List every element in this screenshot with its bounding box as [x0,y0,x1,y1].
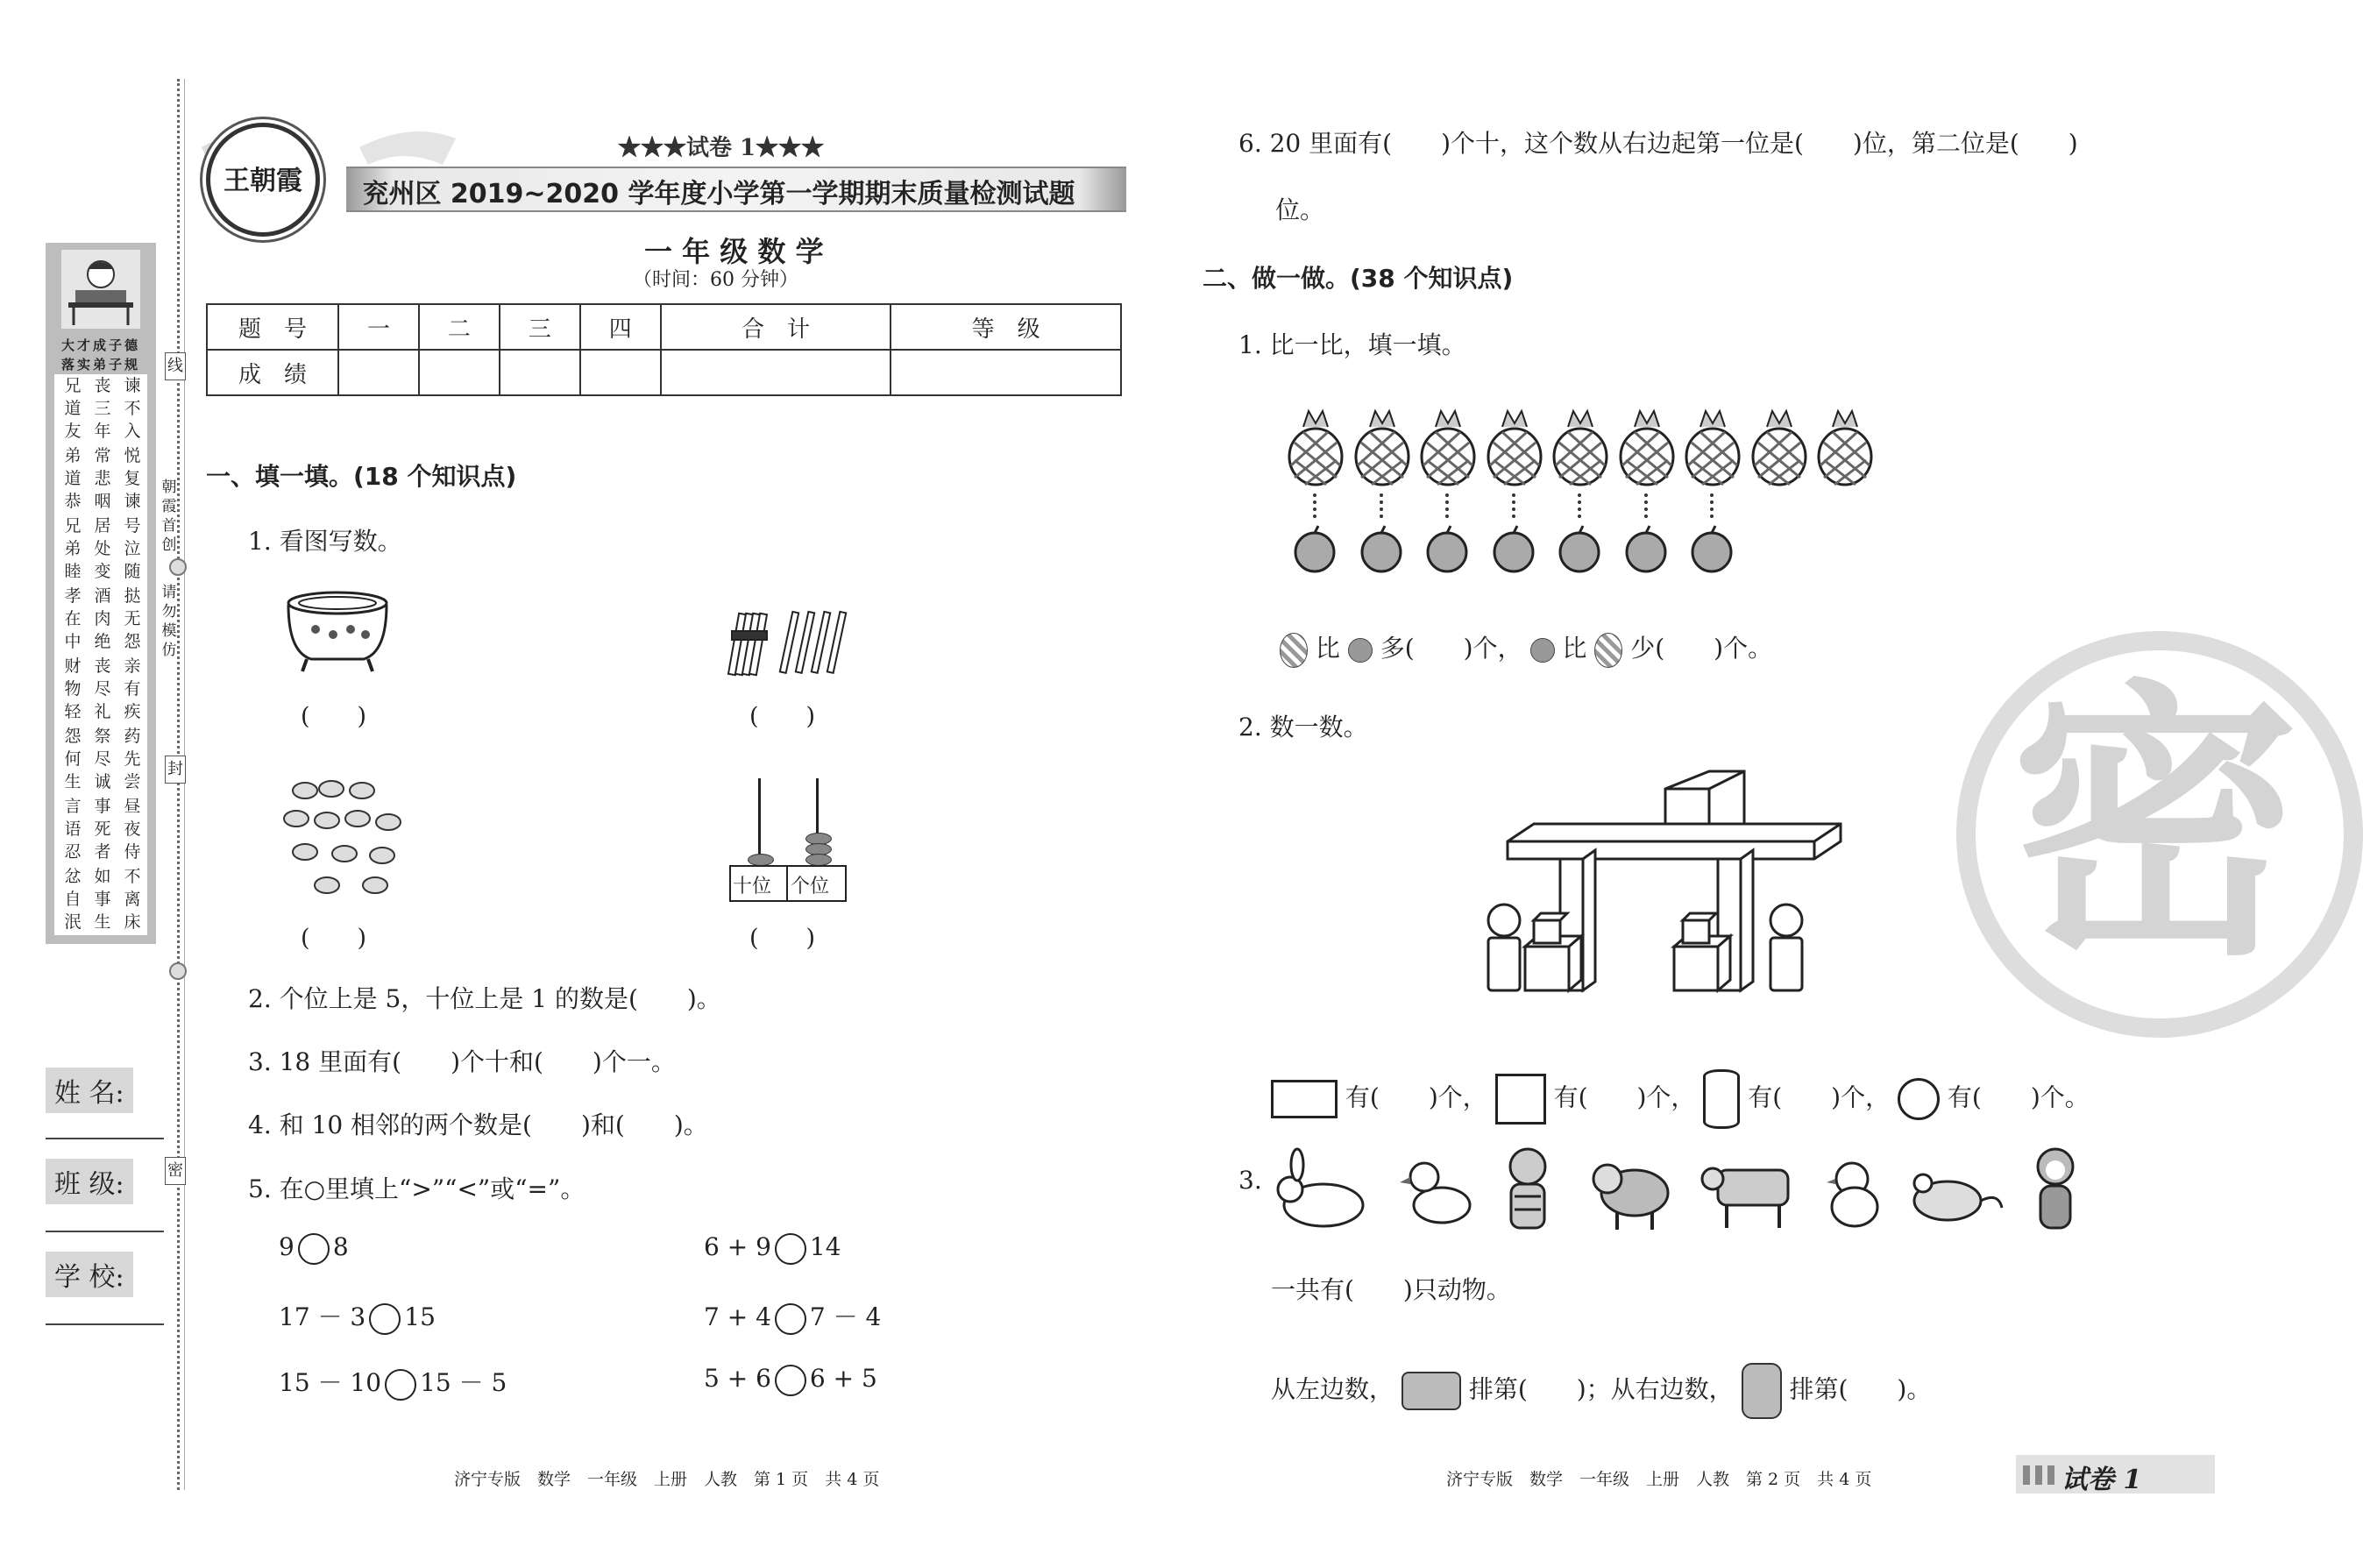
apple-icon [1290,524,1339,573]
compare-item-3 [279,1298,436,1335]
motto-column: 药先尝 [124,727,141,791]
motto-column: 兄道友 [64,376,82,441]
rabbit-icon [1271,1153,1372,1231]
compare-left: 6 + 9 [704,1232,771,1261]
footer-tag: 试卷 1 [2061,1465,2142,1495]
cut-mark-line: 线 [165,352,186,380]
compare-item-1 [279,1232,349,1265]
footer-page2: 济宁专版 数学 一年级 上册 人教 第 2 页 共 4 页 [1446,1470,1872,1489]
motto-column: 悦复谏 [124,446,141,511]
dots-connector [1445,493,1449,518]
logo-text: 王朝霞 [224,166,302,196]
s2-q3-total: 一共有( )只动物。 [1271,1275,1511,1304]
binding-dotted-line [177,79,180,1490]
fill-text: 少( )个。 [1630,634,1773,663]
subject-title: 一 年 级 数 学 [644,235,824,268]
blocks-structure-image [1508,771,1858,1008]
q1b-answer-blank[interactable]: ( ) [749,703,816,730]
compare-circle-blank[interactable] [775,1365,806,1396]
bowl-image [285,589,390,677]
score-cell[interactable] [661,350,891,395]
score-header-cell: 一 [338,304,419,350]
compare-item-2 [704,1232,841,1265]
abacus-tens-label: 十位 [733,876,772,898]
q1d-answer-blank[interactable]: ( ) [749,925,816,952]
motto-column: 居处变 [94,516,111,581]
dots-connector [1644,493,1648,518]
monkey-icon [2025,1144,2086,1236]
compare-left: 9 [279,1232,294,1261]
duck-icon [1398,1153,1477,1231]
compare-right: 7 － 4 [809,1302,882,1331]
compare-item-4 [704,1298,881,1335]
sticks-image [723,605,855,684]
compare-circle-blank[interactable] [775,1303,806,1335]
compare-right: 8 [332,1232,349,1261]
rank-text: 从左边数， [1271,1374,1394,1404]
footer-page1: 济宁专版 数学 一年级 上册 人教 第 1 页 共 4 页 [454,1470,880,1489]
rank-text: 排第( )；从右边数， [1468,1374,1734,1404]
score-cell[interactable] [419,350,500,395]
motto-line-2: 落实弟子规 [60,357,140,372]
cube-icon [1495,1074,1546,1125]
sidebar-motto-box [46,243,156,944]
watermark-text: 密 [2011,657,2300,994]
sphere-icon [1898,1078,1940,1120]
apple-icon [1621,524,1671,573]
pineapple-icon [1749,408,1809,486]
score-header-cell: 合 计 [661,304,891,350]
score-cell[interactable] [338,350,419,395]
fill-text: 多( )个， [1380,634,1522,663]
seal-circle-1 [169,558,187,576]
q3-prompt: 3. 18 里面有( )个十和( )个一。 [248,1047,676,1076]
dots-connector [1512,493,1515,518]
pineapple-icon [1550,408,1610,486]
fill-text: 有( )个， [1345,1082,1487,1112]
cuboid-icon [1271,1080,1338,1118]
s2-q1-fill [1280,629,1772,668]
apple-icon [1555,524,1604,573]
chick-icon [1821,1154,1887,1231]
motto-column: 亲有疾 [124,656,141,721]
cut-mark-secret: 密 [165,1157,186,1185]
motto-column: 不离床 [124,867,141,932]
score-cell[interactable] [580,350,661,395]
abacus-ones-label: 个位 [791,876,830,898]
compare-left: 5 + 6 [704,1364,771,1393]
footer-tag-squares [2023,1465,2058,1485]
pineapple-icon [1286,408,1345,486]
bees-image [279,773,419,905]
dots-connector [1578,493,1581,518]
score-table-score-row [207,350,1121,395]
animals-row [1271,1144,2086,1240]
header-logo [206,123,320,237]
apple-small-icon [1348,638,1373,663]
motto-column: 怨何生 [64,727,82,791]
score-cell[interactable] [891,350,1121,395]
cylinder-icon [1703,1069,1740,1129]
pineapple-icon [1815,408,1875,486]
school-label: 学 校: [46,1252,133,1297]
abacus-image [729,778,845,901]
pineapple-icon [1617,408,1677,486]
pineapple-icon [1683,408,1742,486]
score-header-cell: 四 [580,304,661,350]
pineapple-icon [1485,408,1544,486]
score-table-header-row [207,304,1121,350]
score-header-cell: 等 级 [891,304,1121,350]
cut-mark-seal: 封 [165,756,186,784]
motto-column: 兄弟睦 [64,516,82,581]
motto-column: 言语忍 [64,797,82,862]
score-header-cell: 三 [500,304,580,350]
motto-column: 忿自泯 [64,867,82,932]
motto-column: 事死者 [94,797,111,862]
motto-column: 财物轻 [64,656,82,721]
dots-connector [1710,493,1714,518]
score-cell[interactable] [500,350,580,395]
secret-watermark [1956,631,2363,1038]
compare-right: 6 + 5 [809,1364,877,1393]
compare-item-5 [279,1364,507,1401]
score-header-cell: 题 号 [207,304,338,350]
warning-text-2: 请勿模仿 [161,584,177,659]
compare-right: 14 [809,1232,841,1261]
section2-title: 二、做一做。(38 个知识点) [1203,264,1514,293]
fill-text: 比 [1562,634,1587,663]
compare-item-6 [704,1364,877,1396]
pineapple-small-icon [1280,633,1308,668]
q2-prompt: 2. 个位上是 5，十位上是 1 的数是( )。 [248,984,721,1013]
rank-text: 排第( )。 [1789,1374,1932,1404]
score-header-cell: 二 [419,304,500,350]
apple-icon [1489,524,1538,573]
mouse-icon [1904,1166,2005,1227]
class-field[interactable] [46,1231,164,1232]
compare-circle-blank[interactable] [385,1369,416,1401]
cow-icon [1700,1153,1801,1231]
tiger-small-icon [1742,1363,1782,1419]
motto-column: 丧尽礼 [94,656,111,721]
score-table [206,303,1122,396]
compare-circle-blank[interactable] [369,1303,401,1335]
motto-line-1: 大才成子德 [60,337,140,353]
sheep-icon [1586,1151,1674,1234]
q1c-answer-blank[interactable]: ( ) [301,925,367,952]
motto-column: 如事生 [94,867,111,932]
apple-icon [1423,524,1472,573]
paper-badge: ★★★试卷 1★★★ [618,135,825,161]
fill-text: 比 [1315,634,1340,663]
q5-prompt: 5. 在○里填上“>”“<”或“=”。 [248,1174,585,1203]
compare-circle-blank[interactable] [775,1233,806,1265]
motto-column: 祭尽诚 [94,727,111,791]
compare-left: 17 － 3 [279,1302,366,1331]
cow-small-icon [1401,1372,1461,1410]
exam-title: 兖州区 2019~2020 学年度小学第一学期期末质量检测试题 [362,179,1075,209]
fill-text: 有( )个。 [1947,1082,2090,1112]
pineapple-icon [1418,408,1478,486]
motto-column: 丧三年 [94,376,111,441]
fill-text: 有( )个， [1748,1082,1891,1112]
s2-q1-prompt: 1. 比一比，填一填。 [1238,330,1466,359]
name-label: 姓 名: [46,1068,133,1113]
q1a-answer-blank[interactable]: ( ) [301,703,367,730]
compare-right: 15 [404,1302,436,1331]
q1-prompt: 1. 看图写数。 [248,527,402,556]
section1-title: 一、填一填。(18 个知识点) [206,462,517,491]
warning-text-1: 朝霞首创 [161,479,177,554]
class-label: 班 级: [46,1159,133,1204]
apple-small-icon [1530,638,1555,663]
motto-column: 孝在中 [64,586,82,651]
pineapple-icon [1352,408,1412,486]
fill-text: 有( )个， [1553,1082,1696,1112]
school-field[interactable] [46,1323,164,1325]
tiger-icon [1497,1144,1558,1236]
seal-circle-2 [169,962,187,980]
q6-line2: 位。 [1275,195,1325,224]
compare-right: 15 － 5 [420,1368,507,1397]
student-figure-icon [61,250,140,329]
dots-connector [1380,493,1383,518]
dots-connector [1313,493,1316,518]
apple-icon [1357,524,1406,573]
motto-column: 号泣随 [124,516,141,581]
s2-q2-fill [1271,1069,2090,1129]
pineapple-small-icon [1594,633,1622,668]
motto-column: 谏不入 [124,376,141,441]
compare-circle-blank[interactable] [298,1233,330,1265]
q4-prompt: 4. 和 10 相邻的两个数是( )和( )。 [248,1110,708,1139]
exam-time: （时间：60 分钟） [633,269,798,291]
q6-line1: 6. 20 里面有( )个十，这个数从右边起第一位是( )位，第二位是( ) [1238,129,2078,158]
motto-column: 酒肉绝 [94,586,111,651]
motto-column: 常悲咽 [94,446,111,511]
s2-q3-label: 3. [1238,1166,1262,1195]
motto-column: 弟道恭 [64,446,82,511]
name-field[interactable] [46,1138,164,1139]
compare-left: 7 + 4 [704,1302,771,1331]
motto-column: 昼夜侍 [124,797,141,862]
compare-left: 15 － 10 [279,1368,382,1397]
s2-q3-rank [1271,1363,1931,1419]
score-row-label: 成 绩 [207,350,338,395]
binding-solid-line [184,79,185,1490]
apple-icon [1687,524,1736,573]
motto-column: 挞无怨 [124,586,141,651]
s2-q2-prompt: 2. 数一数。 [1238,713,1368,741]
